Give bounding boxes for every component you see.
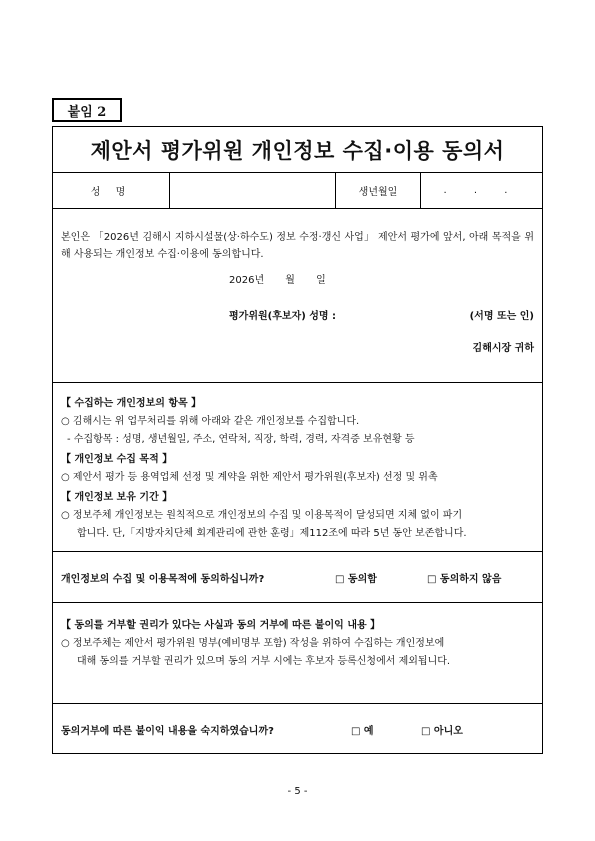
personal-info-row <box>53 173 542 209</box>
birth-label: 생년월일 <box>336 173 421 208</box>
refusal-info <box>53 603 542 704</box>
items-heading: 【 수집하는 개인정보의 항목 】 <box>61 398 202 409</box>
consent-statement <box>53 209 542 383</box>
yes-checkbox[interactable]: □ 예 <box>351 725 374 737</box>
retention-line: ○ 정보주체 개인정보는 원칙적으로 개인정보의 수집 및 이용목적이 달성되면 지체 없이 파기 <box>61 510 463 521</box>
agree-checkbox[interactable]: □ 동의함 <box>335 573 377 585</box>
name-field[interactable] <box>170 173 336 208</box>
items-line: ○ 김해시는 위 업무처리를 위해 아래와 같은 개인정보를 수집합니다. <box>61 416 360 427</box>
acknowledge-question: 동의거부에 따른 불이익 내용을 숙지하였습니까? <box>61 725 274 737</box>
attachment-label: 붙임 2 <box>52 98 122 122</box>
signature-hint[interactable]: (서명 또는 인) <box>469 311 534 322</box>
page-number: - 5 - <box>287 786 308 797</box>
purpose-line: ○ 제안서 평가 등 용역업체 선정 및 계약을 위한 제안서 평가위원(후보자) 선정 및 위촉 <box>61 472 438 483</box>
consent-intro: 본인은 「2026년 김해시 지하시설물(상·하수도) 정보 수정·갱신 사업」 제안서 평가에 앞서, 아래 목적을 위해 사용되는 개인정보 수집·이용에 동의합니다. <box>61 232 534 260</box>
addressee: 김해시장 귀하 <box>472 343 534 354</box>
form-title: 제안서 평가위원 개인정보 수집·이용 동의서 <box>53 127 542 173</box>
refusal-line: ○ 정보주체는 제안서 평가위원 명부(예비명부 포함) 작성을 위하여 수집하는 개인정보에 <box>61 638 445 649</box>
refusal-line-cont: 대해 동의를 거부할 권리가 있으며 동의 거부 시에는 후보자 등록신청에서 제외됩니다. <box>77 656 451 667</box>
retention-heading: 【 개인정보 보유 기간 】 <box>61 492 173 503</box>
collection-info <box>53 383 542 552</box>
consent-question-row <box>53 552 542 603</box>
disagree-checkbox[interactable]: □ 동의하지 않음 <box>427 573 502 585</box>
consent-form <box>52 126 543 754</box>
no-checkbox[interactable]: □ 아니오 <box>421 725 463 737</box>
name-label: 성 명 <box>53 173 170 208</box>
signature-label: 평가위원(후보자) 성명 : <box>229 311 337 322</box>
consent-question: 개인정보의 수집 및 이용목적에 동의하십니까? <box>61 573 265 585</box>
consent-date: 2026년 월 일 <box>229 275 326 286</box>
purpose-heading: 【 개인정보 수집 목적 】 <box>61 454 173 465</box>
refusal-heading: 【 동의를 거부할 권리가 있다는 사실과 동의 거부에 따른 불이익 내용 】 <box>61 620 381 631</box>
retention-line-cont: 합니다. 단,「지방자치단체 회계관리에 관한 훈령」제112조에 따라 5년 동안 보존합니다. <box>77 528 467 539</box>
birth-field[interactable]: . . . <box>443 185 520 196</box>
items-list: - 수집항목 : 성명, 생년월일, 주소, 연락처, 직장, 학력, 경력, 자격증 보유현황 등 <box>67 434 415 445</box>
acknowledge-question-row <box>53 704 542 754</box>
